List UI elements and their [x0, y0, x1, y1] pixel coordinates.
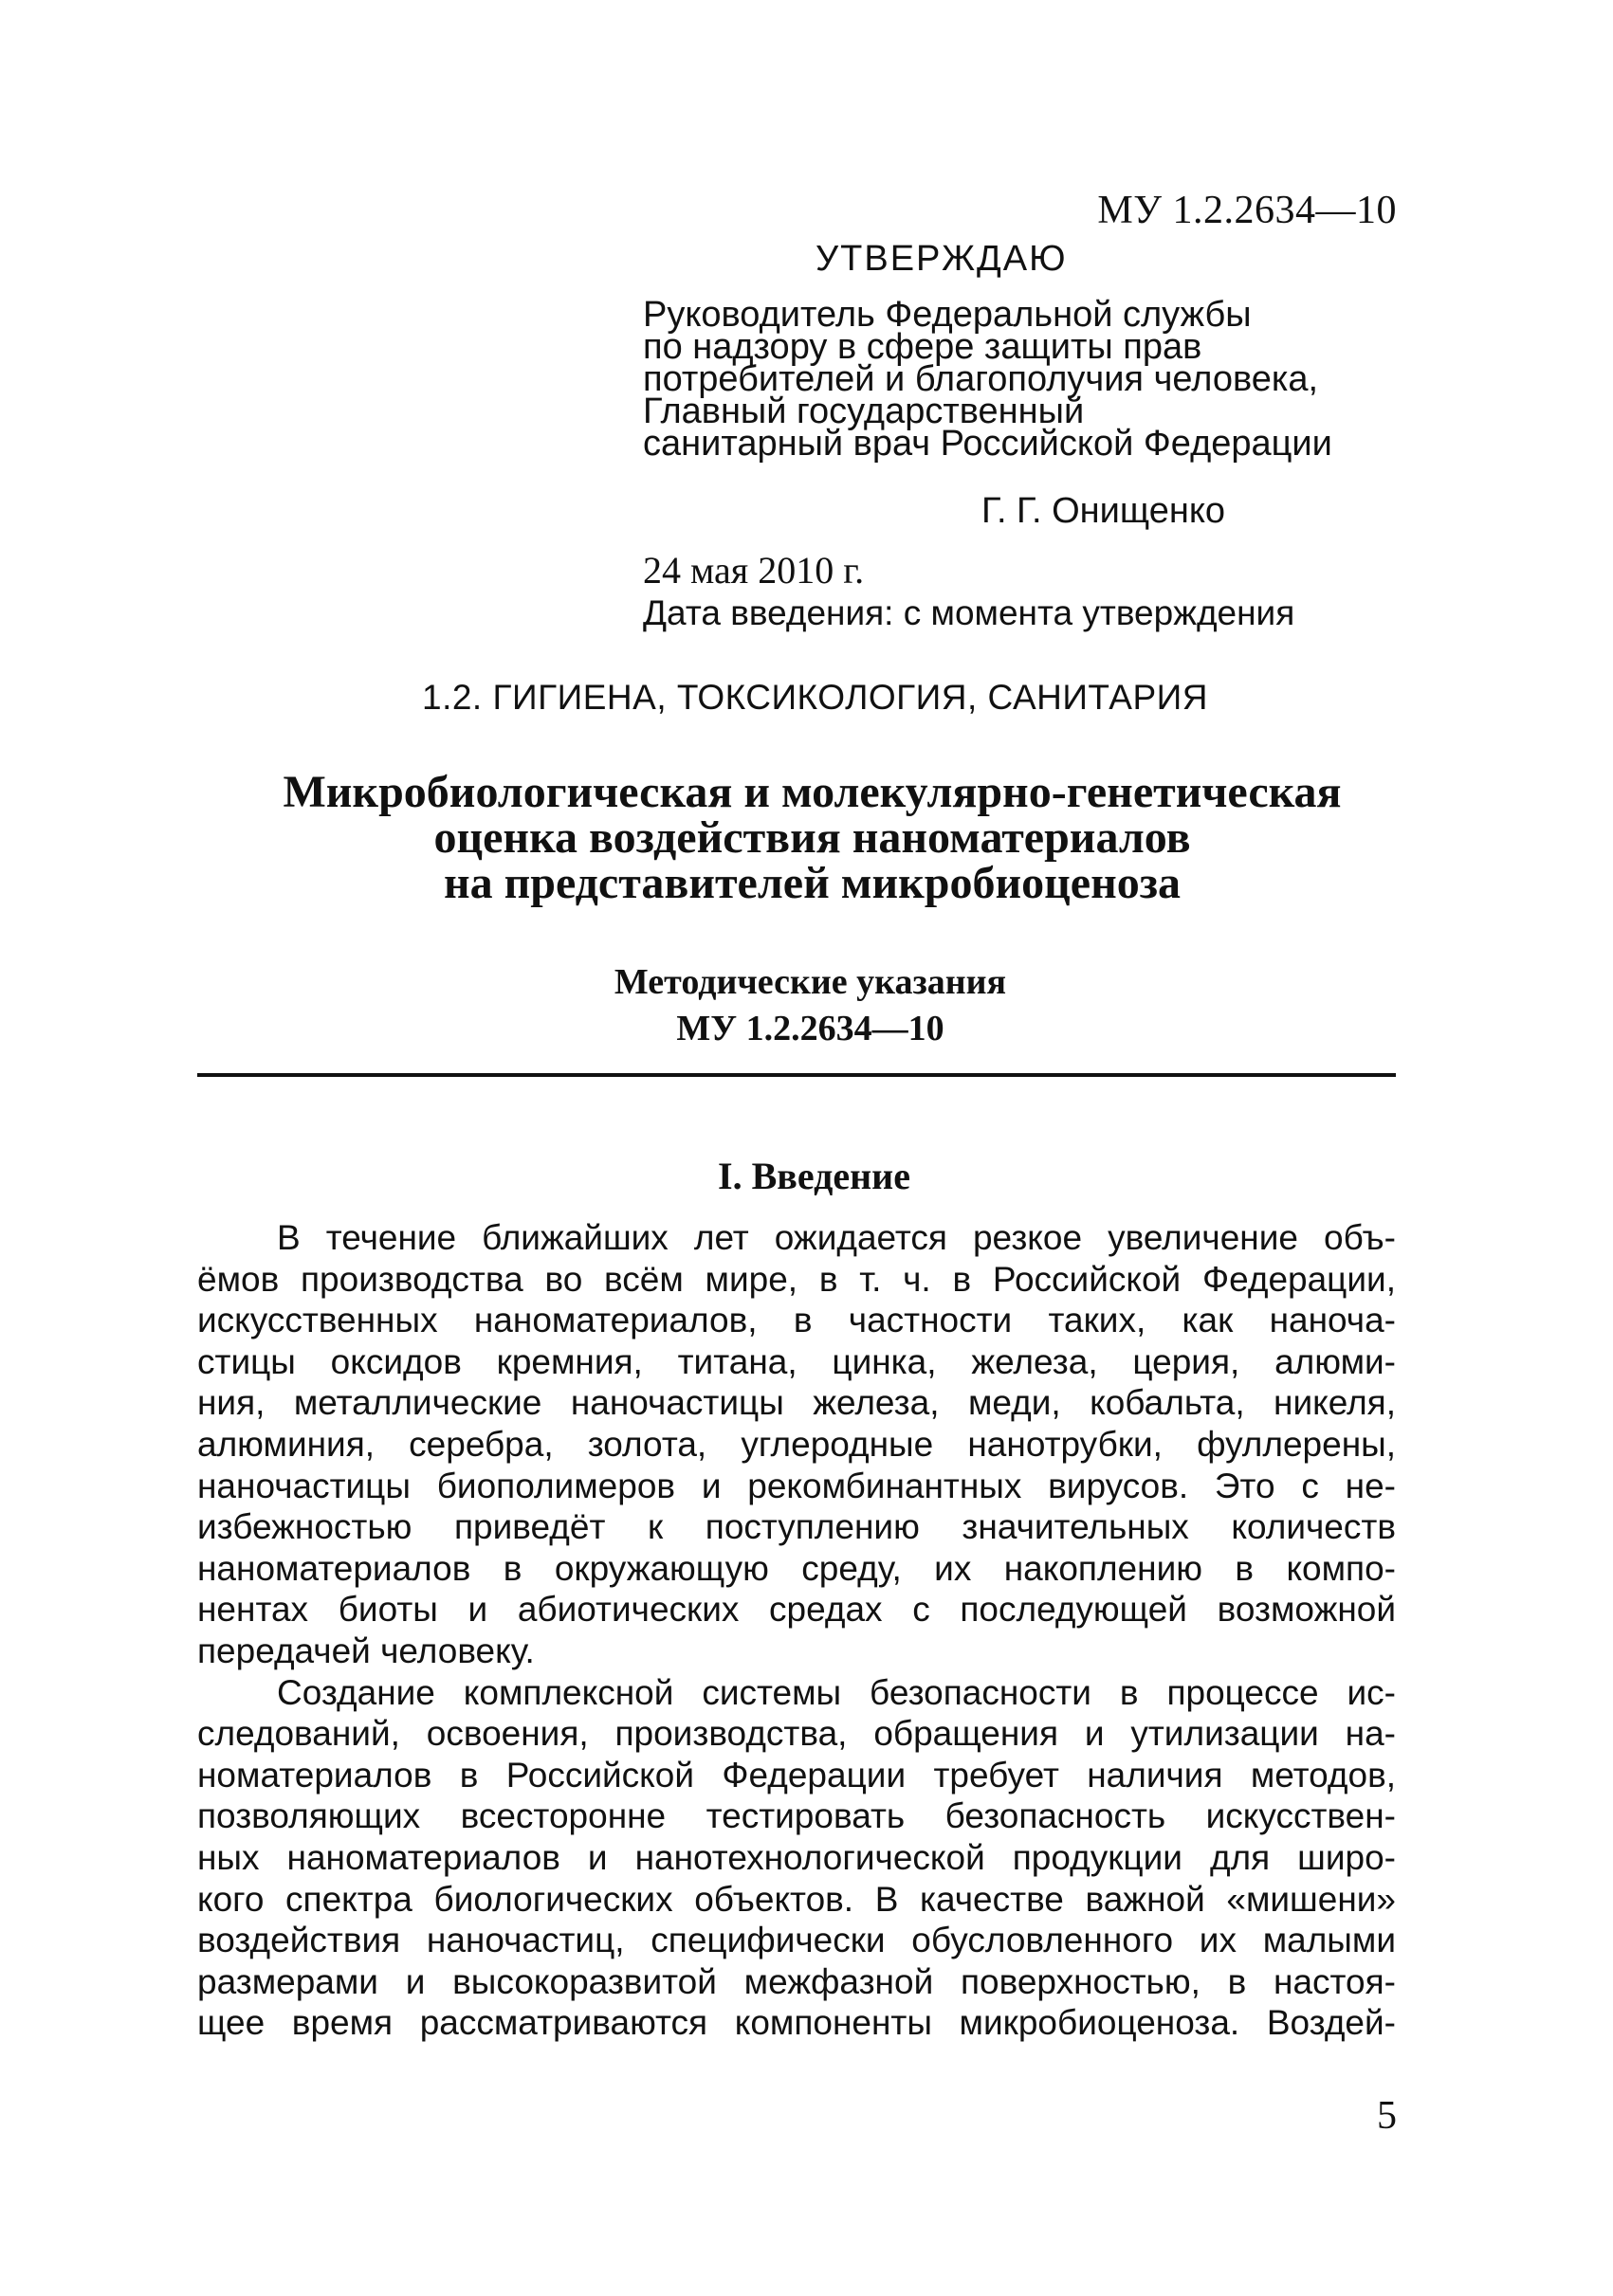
- paragraph-line: щее время рассматриваются компоненты микробиоценоза. Воздей-: [197, 2003, 1396, 2043]
- document-code-bold: МУ 1.2.2634—10: [676, 1009, 944, 1048]
- section-heading: I. Введение: [718, 1155, 910, 1197]
- body-text: [197, 1217, 1396, 2044]
- authority-line: по надзору в сфере защиты прав: [643, 327, 1202, 367]
- section-classification: 1.2. ГИГИЕНА, ТОКСИКОЛОГИЯ, САНИТАРИЯ: [422, 678, 1208, 717]
- paragraph-line: ных наноматериалов и нанотехнологической продукции для широ-: [197, 1837, 1396, 1877]
- paragraph-line: В течение ближайших лет ожидается резкое увеличение объ-: [277, 1218, 1396, 1257]
- authority-line: потребителей и благополучия человека,: [643, 359, 1319, 399]
- paragraph-line: ёмов производства во всём мире, в т. ч. в Российской Федерации,: [197, 1259, 1396, 1299]
- paragraph-line: избежностью приведёт к поступлению значительных количеств: [197, 1507, 1396, 1547]
- paragraph-line: наноматериалов в окружающую среду, их накоплению в компо-: [197, 1548, 1396, 1588]
- paragraph-line: позволяющих всесторонне тестировать безопасность искусствен-: [197, 1796, 1396, 1836]
- paragraph-line: передачей человеку.: [197, 1631, 535, 1670]
- paragraph-line: наночастицы биополимеров и рекомбинантных вирусов. Это с не-: [197, 1466, 1396, 1505]
- paragraph-line: стицы оксидов кремния, титана, цинка, железа, церия, алюми-: [197, 1341, 1396, 1381]
- page-number: 5: [1377, 2094, 1397, 2138]
- title-line: Микробиологическая и молекулярно-генетическая: [283, 767, 1342, 817]
- paragraph-line: номатериалов в Российской Федерации требует наличия методов,: [197, 1755, 1396, 1795]
- approval-date: 24 мая 2010 г.: [643, 549, 865, 592]
- document-subtitle: [0, 959, 1613, 1052]
- approval-stamp-word: УТВЕРЖДАЮ: [816, 239, 1068, 279]
- approving-authority: [643, 295, 1332, 464]
- title-line: на представителей микробиоценоза: [443, 858, 1182, 908]
- paragraph-line: следований, освоения, производства, обращения и утилизации на-: [197, 1714, 1396, 1754]
- authority-line: Руководитель Федеральной службы: [643, 295, 1252, 335]
- paragraph-line: воздействия наночастиц, специфически обусловленного их малыми: [197, 1921, 1396, 1960]
- paragraph-line: алюминия, серебра, золота, углеродные нанотрубки, фуллерены,: [197, 1424, 1396, 1464]
- authority-line: санитарный врач Российской Федерации: [643, 424, 1332, 464]
- document-code: МУ 1.2.2634—10: [1097, 189, 1397, 232]
- title-line: оценка воздействия наноматериалов: [433, 812, 1191, 863]
- introduction-date: Дата введения: с момента утверждения: [643, 593, 1295, 632]
- paragraph-line: Создание комплексной системы безопасности в процессе ис-: [277, 1672, 1396, 1712]
- paragraph-line: размерами и высокоразвитой межфазной поверхностью, в настоя-: [197, 1961, 1396, 2001]
- authority-line: Главный государственный: [643, 392, 1085, 431]
- document-title: [0, 767, 1613, 908]
- paragraph-line: искусственных наноматериалов, в частности таких, как наноча-: [197, 1301, 1396, 1340]
- paragraph-line: нентах биоты и абиотических средах с последующей возможной: [197, 1590, 1396, 1630]
- paragraph-line: кого спектра биологических объектов. В качестве важной «мишени»: [197, 1879, 1396, 1919]
- signer-name: Г. Г. Онищенко: [981, 491, 1226, 531]
- document-kind: Методические указания: [614, 962, 1007, 1002]
- horizontal-divider: [197, 1073, 1396, 1077]
- paragraph-line: ния, металлические наночастицы железа, меди, кобальта, никеля,: [197, 1383, 1396, 1423]
